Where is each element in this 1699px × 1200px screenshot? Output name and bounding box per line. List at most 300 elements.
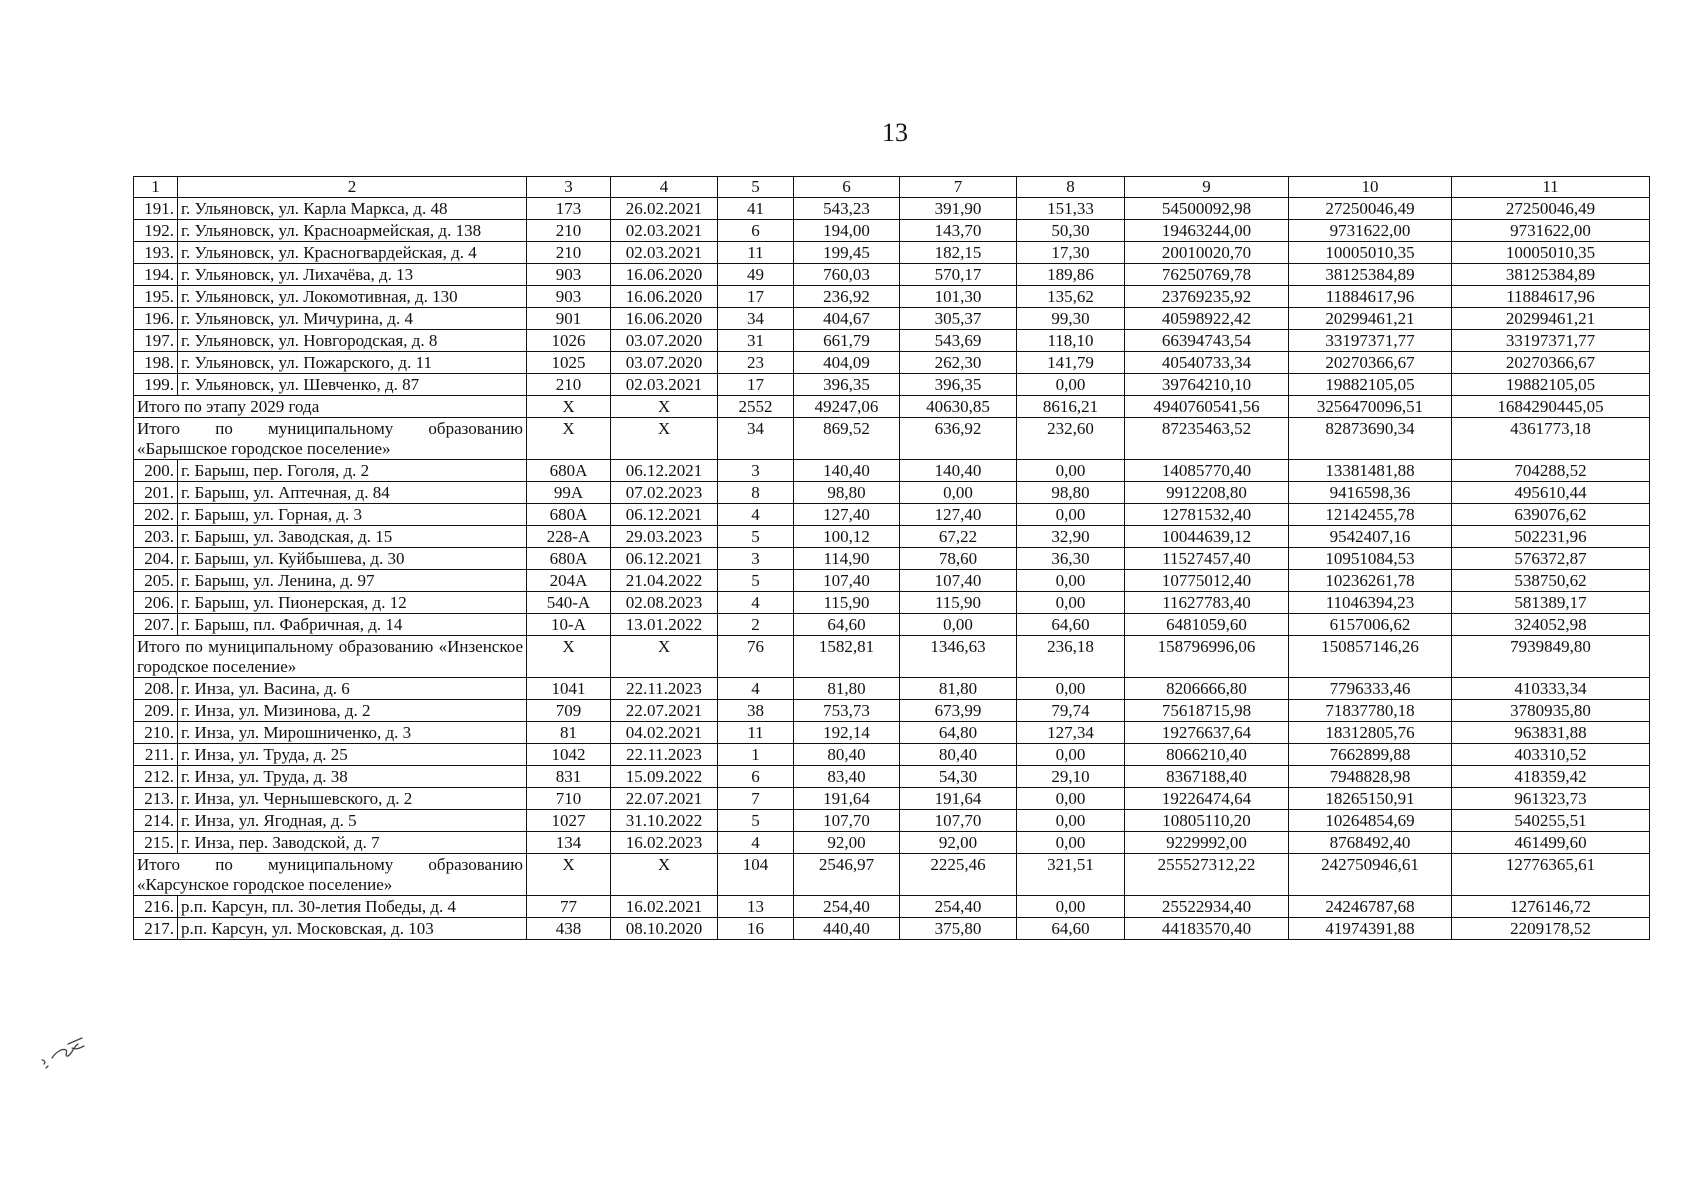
total-value-cell: 49247,06 <box>794 396 900 418</box>
value-cell: 11 <box>718 242 794 264</box>
value-cell: 8206666,80 <box>1125 678 1289 700</box>
row-number-cell: 198. <box>134 352 178 374</box>
value-cell: 4 <box>718 678 794 700</box>
value-cell: 107,40 <box>900 570 1017 592</box>
value-cell: 9416598,36 <box>1289 482 1452 504</box>
total-value-cell: 255527312,22 <box>1125 854 1289 896</box>
value-cell: 17,30 <box>1017 242 1125 264</box>
value-cell: 99,30 <box>1017 308 1125 330</box>
value-cell: 403310,52 <box>1452 744 1650 766</box>
value-cell: 15.09.2022 <box>611 766 718 788</box>
value-cell: 375,80 <box>900 918 1017 940</box>
value-cell: 38125384,89 <box>1289 264 1452 286</box>
row-number-cell: 191. <box>134 198 178 220</box>
value-cell: 66394743,54 <box>1125 330 1289 352</box>
row-number-cell: 202. <box>134 504 178 526</box>
address-cell: г. Ульяновск, ул. Пожарского, д. 11 <box>178 352 527 374</box>
value-cell: 1025 <box>527 352 611 374</box>
value-cell: 127,40 <box>900 504 1017 526</box>
value-cell: 81 <box>527 722 611 744</box>
total-value-cell: 1684290445,05 <box>1452 396 1650 418</box>
value-cell: 23 <box>718 352 794 374</box>
table-body <box>134 177 1650 940</box>
address-cell: г. Барыш, ул. Аптечная, д. 84 <box>178 482 527 504</box>
total-value-cell: 34 <box>718 418 794 460</box>
program-table-container <box>133 176 1649 940</box>
value-cell: 6 <box>718 766 794 788</box>
address-cell: р.п. Карсун, пл. 30-летия Победы, д. 4 <box>178 896 527 918</box>
table-row <box>134 308 1650 330</box>
value-cell: 77 <box>527 896 611 918</box>
value-cell: 0,00 <box>1017 678 1125 700</box>
value-cell: 396,35 <box>794 374 900 396</box>
value-cell: 17 <box>718 374 794 396</box>
column-number: 10 <box>1289 177 1452 198</box>
value-cell: 673,99 <box>900 700 1017 722</box>
value-cell: 194,00 <box>794 220 900 242</box>
page-number: 13 <box>882 118 908 147</box>
value-cell: 1 <box>718 744 794 766</box>
program-table <box>133 176 1650 940</box>
value-cell: 16.06.2020 <box>611 264 718 286</box>
value-cell: 9229992,00 <box>1125 832 1289 854</box>
value-cell: 114,90 <box>794 548 900 570</box>
total-value-cell: 158796996,06 <box>1125 636 1289 678</box>
value-cell: 71837780,18 <box>1289 700 1452 722</box>
total-value-cell: X <box>611 396 718 418</box>
value-cell: 99А <box>527 482 611 504</box>
value-cell: 262,30 <box>900 352 1017 374</box>
total-value-cell: X <box>527 854 611 896</box>
value-cell: 75618715,98 <box>1125 700 1289 722</box>
total-value-cell: 321,51 <box>1017 854 1125 896</box>
table-row <box>134 832 1650 854</box>
row-number-cell: 215. <box>134 832 178 854</box>
value-cell: 19882105,05 <box>1452 374 1650 396</box>
value-cell: 3 <box>718 548 794 570</box>
value-cell: 140,40 <box>900 460 1017 482</box>
table-row <box>134 678 1650 700</box>
value-cell: 22.07.2021 <box>611 788 718 810</box>
value-cell: 1042 <box>527 744 611 766</box>
value-cell: 24246787,68 <box>1289 896 1452 918</box>
value-cell: 5 <box>718 570 794 592</box>
value-cell: 210 <box>527 374 611 396</box>
table-row <box>134 242 1650 264</box>
value-cell: 236,92 <box>794 286 900 308</box>
row-number-cell: 214. <box>134 810 178 832</box>
table-row <box>134 722 1650 744</box>
value-cell: 753,73 <box>794 700 900 722</box>
table-row <box>134 766 1650 788</box>
value-cell: 39764210,10 <box>1125 374 1289 396</box>
table-row <box>134 918 1650 940</box>
value-cell: 581389,17 <box>1452 592 1650 614</box>
row-number-cell: 207. <box>134 614 178 636</box>
table-row <box>134 286 1650 308</box>
table-row <box>134 896 1650 918</box>
value-cell: 22.11.2023 <box>611 678 718 700</box>
value-cell: 9731622,00 <box>1289 220 1452 242</box>
value-cell: 12781532,40 <box>1125 504 1289 526</box>
value-cell: 0,00 <box>1017 460 1125 482</box>
value-cell: 16 <box>718 918 794 940</box>
value-cell: 13.01.2022 <box>611 614 718 636</box>
total-row <box>134 396 1650 418</box>
value-cell: 33197371,77 <box>1289 330 1452 352</box>
total-value-cell: X <box>611 636 718 678</box>
row-number-cell: 192. <box>134 220 178 242</box>
value-cell: 0,00 <box>1017 810 1125 832</box>
value-cell: 10805110,20 <box>1125 810 1289 832</box>
value-cell: 92,00 <box>794 832 900 854</box>
column-number: 7 <box>900 177 1017 198</box>
total-label-cell: Итого по муниципальному образованию «Карсунское городское поселение» <box>134 854 527 896</box>
value-cell: 963831,88 <box>1452 722 1650 744</box>
address-cell: г. Ульяновск, ул. Шевченко, д. 87 <box>178 374 527 396</box>
table-row <box>134 460 1650 482</box>
value-cell: 134 <box>527 832 611 854</box>
row-number-cell: 201. <box>134 482 178 504</box>
value-cell: 19463244,00 <box>1125 220 1289 242</box>
address-cell: г. Ульяновск, ул. Мичурина, д. 4 <box>178 308 527 330</box>
value-cell: 1027 <box>527 810 611 832</box>
value-cell: 391,90 <box>900 198 1017 220</box>
value-cell: 305,37 <box>900 308 1017 330</box>
total-label-cell: Итого по муниципальному образованию «Инзенское городское поселение» <box>134 636 527 678</box>
value-cell: 680А <box>527 460 611 482</box>
address-cell: г. Ульяновск, ул. Красногвардейская, д. 4 <box>178 242 527 264</box>
table-row <box>134 482 1650 504</box>
value-cell: 4 <box>718 832 794 854</box>
value-cell: 418359,42 <box>1452 766 1650 788</box>
total-label-cell: Итого по муниципальному образованию «Барышское городское поселение» <box>134 418 527 460</box>
total-value-cell: 4940760541,56 <box>1125 396 1289 418</box>
value-cell: 0,00 <box>1017 504 1125 526</box>
value-cell: 107,40 <box>794 570 900 592</box>
value-cell: 191,64 <box>794 788 900 810</box>
address-cell: г. Барыш, ул. Пионерская, д. 12 <box>178 592 527 614</box>
total-row <box>134 636 1650 678</box>
value-cell: 27250046,49 <box>1289 198 1452 220</box>
table-row <box>134 810 1650 832</box>
value-cell: 19226474,64 <box>1125 788 1289 810</box>
value-cell: 38125384,89 <box>1452 264 1650 286</box>
total-value-cell: 869,52 <box>794 418 900 460</box>
value-cell: 210 <box>527 242 611 264</box>
value-cell: 127,34 <box>1017 722 1125 744</box>
value-cell: 2 <box>718 614 794 636</box>
total-value-cell: 242750946,61 <box>1289 854 1452 896</box>
value-cell: 903 <box>527 286 611 308</box>
total-value-cell: 2225,46 <box>900 854 1017 896</box>
row-number-cell: 197. <box>134 330 178 352</box>
value-cell: 33197371,77 <box>1452 330 1650 352</box>
value-cell: 502231,96 <box>1452 526 1650 548</box>
value-cell: 22.11.2023 <box>611 744 718 766</box>
table-row <box>134 526 1650 548</box>
value-cell: 06.12.2021 <box>611 460 718 482</box>
row-number-cell: 210. <box>134 722 178 744</box>
value-cell: 13 <box>718 896 794 918</box>
value-cell: 254,40 <box>900 896 1017 918</box>
address-cell: г. Инза, ул. Мизинова, д. 2 <box>178 700 527 722</box>
column-number: 11 <box>1452 177 1650 198</box>
value-cell: 10775012,40 <box>1125 570 1289 592</box>
value-cell: 07.02.2023 <box>611 482 718 504</box>
total-label-cell: Итого по этапу 2029 года <box>134 396 527 418</box>
value-cell: 12142455,78 <box>1289 504 1452 526</box>
value-cell: 16.02.2021 <box>611 896 718 918</box>
table-row <box>134 700 1650 722</box>
value-cell: 16.06.2020 <box>611 286 718 308</box>
value-cell: 20299461,21 <box>1289 308 1452 330</box>
value-cell: 127,40 <box>794 504 900 526</box>
total-value-cell: 236,18 <box>1017 636 1125 678</box>
value-cell: 10264854,69 <box>1289 810 1452 832</box>
value-cell: 440,40 <box>794 918 900 940</box>
value-cell: 98,80 <box>1017 482 1125 504</box>
value-cell: 67,22 <box>900 526 1017 548</box>
value-cell: 34 <box>718 308 794 330</box>
value-cell: 02.03.2021 <box>611 220 718 242</box>
total-value-cell: X <box>527 636 611 678</box>
column-number: 8 <box>1017 177 1125 198</box>
value-cell: 5 <box>718 810 794 832</box>
table-row <box>134 352 1650 374</box>
row-number-cell: 216. <box>134 896 178 918</box>
value-cell: 80,40 <box>794 744 900 766</box>
total-value-cell: 104 <box>718 854 794 896</box>
value-cell: 538750,62 <box>1452 570 1650 592</box>
address-cell: г. Инза, ул. Чернышевского, д. 2 <box>178 788 527 810</box>
table-row <box>134 548 1650 570</box>
value-cell: 8367188,40 <box>1125 766 1289 788</box>
table-row <box>134 788 1650 810</box>
value-cell: 7662899,88 <box>1289 744 1452 766</box>
address-cell: г. Барыш, пер. Гоголя, д. 2 <box>178 460 527 482</box>
value-cell: 8768492,40 <box>1289 832 1452 854</box>
table-row <box>134 264 1650 286</box>
table-row <box>134 614 1650 636</box>
value-cell: 81,80 <box>794 678 900 700</box>
address-cell: г. Ульяновск, ул. Новгородская, д. 8 <box>178 330 527 352</box>
value-cell: 54,30 <box>900 766 1017 788</box>
value-cell: 680А <box>527 504 611 526</box>
row-number-cell: 193. <box>134 242 178 264</box>
value-cell: 0,00 <box>1017 744 1125 766</box>
address-cell: г. Инза, ул. Мирошниченко, д. 3 <box>178 722 527 744</box>
total-value-cell: 82873690,34 <box>1289 418 1452 460</box>
row-number-cell: 205. <box>134 570 178 592</box>
total-value-cell: 8616,21 <box>1017 396 1125 418</box>
value-cell: 29.03.2023 <box>611 526 718 548</box>
value-cell: 20010020,70 <box>1125 242 1289 264</box>
value-cell: 19882105,05 <box>1289 374 1452 396</box>
value-cell: 4 <box>718 592 794 614</box>
value-cell: 661,79 <box>794 330 900 352</box>
value-cell: 64,60 <box>1017 614 1125 636</box>
address-cell: г. Инза, ул. Васина, д. 6 <box>178 678 527 700</box>
value-cell: 2209178,52 <box>1452 918 1650 940</box>
value-cell: 210 <box>527 220 611 242</box>
total-value-cell: X <box>611 854 718 896</box>
value-cell: 461499,60 <box>1452 832 1650 854</box>
value-cell: 540255,51 <box>1452 810 1650 832</box>
value-cell: 182,15 <box>900 242 1017 264</box>
total-value-cell: X <box>527 418 611 460</box>
value-cell: 540-А <box>527 592 611 614</box>
value-cell: 404,67 <box>794 308 900 330</box>
table-row <box>134 220 1650 242</box>
value-cell: 23769235,92 <box>1125 286 1289 308</box>
column-number: 3 <box>527 177 611 198</box>
value-cell: 50,30 <box>1017 220 1125 242</box>
value-cell: 49 <box>718 264 794 286</box>
value-cell: 115,90 <box>900 592 1017 614</box>
value-cell: 22.07.2021 <box>611 700 718 722</box>
value-cell: 495610,44 <box>1452 482 1650 504</box>
value-cell: 10005010,35 <box>1289 242 1452 264</box>
value-cell: 704288,52 <box>1452 460 1650 482</box>
value-cell: 29,10 <box>1017 766 1125 788</box>
address-cell: г. Инза, ул. Труда, д. 25 <box>178 744 527 766</box>
value-cell: 141,79 <box>1017 352 1125 374</box>
value-cell: 02.03.2021 <box>611 374 718 396</box>
column-number: 5 <box>718 177 794 198</box>
value-cell: 11527457,40 <box>1125 548 1289 570</box>
value-cell: 396,35 <box>900 374 1017 396</box>
value-cell: 41974391,88 <box>1289 918 1452 940</box>
table-row <box>134 504 1650 526</box>
row-number-cell: 217. <box>134 918 178 940</box>
row-number-cell: 199. <box>134 374 178 396</box>
address-cell: г. Барыш, ул. Ленина, д. 97 <box>178 570 527 592</box>
value-cell: 0,00 <box>1017 592 1125 614</box>
address-cell: г. Барыш, ул. Заводская, д. 15 <box>178 526 527 548</box>
total-value-cell: 7939849,80 <box>1452 636 1650 678</box>
total-value-cell: 232,60 <box>1017 418 1125 460</box>
value-cell: 570,17 <box>900 264 1017 286</box>
value-cell: 8066210,40 <box>1125 744 1289 766</box>
address-cell: г. Ульяновск, ул. Красноармейская, д. 138 <box>178 220 527 242</box>
value-cell: 151,33 <box>1017 198 1125 220</box>
value-cell: 7948828,98 <box>1289 766 1452 788</box>
value-cell: 228-А <box>527 526 611 548</box>
value-cell: 710 <box>527 788 611 810</box>
total-value-cell: X <box>611 418 718 460</box>
value-cell: 78,60 <box>900 548 1017 570</box>
value-cell: 03.07.2020 <box>611 330 718 352</box>
address-cell: р.п. Карсун, ул. Московская, д. 103 <box>178 918 527 940</box>
value-cell: 4 <box>718 504 794 526</box>
value-cell: 64,80 <box>900 722 1017 744</box>
value-cell: 20270366,67 <box>1289 352 1452 374</box>
value-cell: 903 <box>527 264 611 286</box>
value-cell: 31 <box>718 330 794 352</box>
value-cell: 0,00 <box>1017 832 1125 854</box>
value-cell: 7796333,46 <box>1289 678 1452 700</box>
value-cell: 03.07.2020 <box>611 352 718 374</box>
value-cell: 36,30 <box>1017 548 1125 570</box>
value-cell: 06.12.2021 <box>611 548 718 570</box>
value-cell: 0,00 <box>1017 374 1125 396</box>
row-number-cell: 200. <box>134 460 178 482</box>
value-cell: 254,40 <box>794 896 900 918</box>
value-cell: 02.03.2021 <box>611 242 718 264</box>
value-cell: 324052,98 <box>1452 614 1650 636</box>
row-number-cell: 206. <box>134 592 178 614</box>
address-cell: г. Инза, ул. Ягодная, д. 5 <box>178 810 527 832</box>
value-cell: 11 <box>718 722 794 744</box>
table-row <box>134 330 1650 352</box>
value-cell: 576372,87 <box>1452 548 1650 570</box>
value-cell: 639076,62 <box>1452 504 1650 526</box>
row-number-cell: 203. <box>134 526 178 548</box>
total-value-cell: 636,92 <box>900 418 1017 460</box>
value-cell: 901 <box>527 308 611 330</box>
value-cell: 79,74 <box>1017 700 1125 722</box>
value-cell: 1276146,72 <box>1452 896 1650 918</box>
value-cell: 10044639,12 <box>1125 526 1289 548</box>
value-cell: 13381481,88 <box>1289 460 1452 482</box>
value-cell: 107,70 <box>794 810 900 832</box>
value-cell: 17 <box>718 286 794 308</box>
value-cell: 7 <box>718 788 794 810</box>
value-cell: 83,40 <box>794 766 900 788</box>
value-cell: 189,86 <box>1017 264 1125 286</box>
value-cell: 199,45 <box>794 242 900 264</box>
total-value-cell: 2552 <box>718 396 794 418</box>
value-cell: 81,80 <box>900 678 1017 700</box>
row-number-cell: 213. <box>134 788 178 810</box>
value-cell: 100,12 <box>794 526 900 548</box>
value-cell: 173 <box>527 198 611 220</box>
value-cell: 11884617,96 <box>1452 286 1650 308</box>
value-cell: 9912208,80 <box>1125 482 1289 504</box>
value-cell: 64,60 <box>794 614 900 636</box>
table-row <box>134 198 1650 220</box>
address-cell: г. Инза, ул. Труда, д. 38 <box>178 766 527 788</box>
value-cell: 0,00 <box>1017 896 1125 918</box>
table-row <box>134 570 1650 592</box>
total-value-cell: 150857146,26 <box>1289 636 1452 678</box>
address-cell: г. Барыш, ул. Горная, д. 3 <box>178 504 527 526</box>
row-number-cell: 196. <box>134 308 178 330</box>
total-value-cell: X <box>527 396 611 418</box>
value-cell: 38 <box>718 700 794 722</box>
total-row <box>134 418 1650 460</box>
address-cell: г. Ульяновск, ул. Карла Маркса, д. 48 <box>178 198 527 220</box>
value-cell: 14085770,40 <box>1125 460 1289 482</box>
value-cell: 11046394,23 <box>1289 592 1452 614</box>
column-number: 1 <box>134 177 178 198</box>
value-cell: 410333,34 <box>1452 678 1650 700</box>
value-cell: 680А <box>527 548 611 570</box>
address-cell: г. Ульяновск, ул. Лихачёва, д. 13 <box>178 264 527 286</box>
value-cell: 06.12.2021 <box>611 504 718 526</box>
total-value-cell: 1582,81 <box>794 636 900 678</box>
column-number: 6 <box>794 177 900 198</box>
address-cell: г. Барыш, ул. Куйбышева, д. 30 <box>178 548 527 570</box>
value-cell: 0,00 <box>900 482 1017 504</box>
total-row <box>134 854 1650 896</box>
row-number-cell: 211. <box>134 744 178 766</box>
value-cell: 10-А <box>527 614 611 636</box>
address-cell: г. Барыш, пл. Фабричная, д. 14 <box>178 614 527 636</box>
value-cell: 404,09 <box>794 352 900 374</box>
value-cell: 192,14 <box>794 722 900 744</box>
